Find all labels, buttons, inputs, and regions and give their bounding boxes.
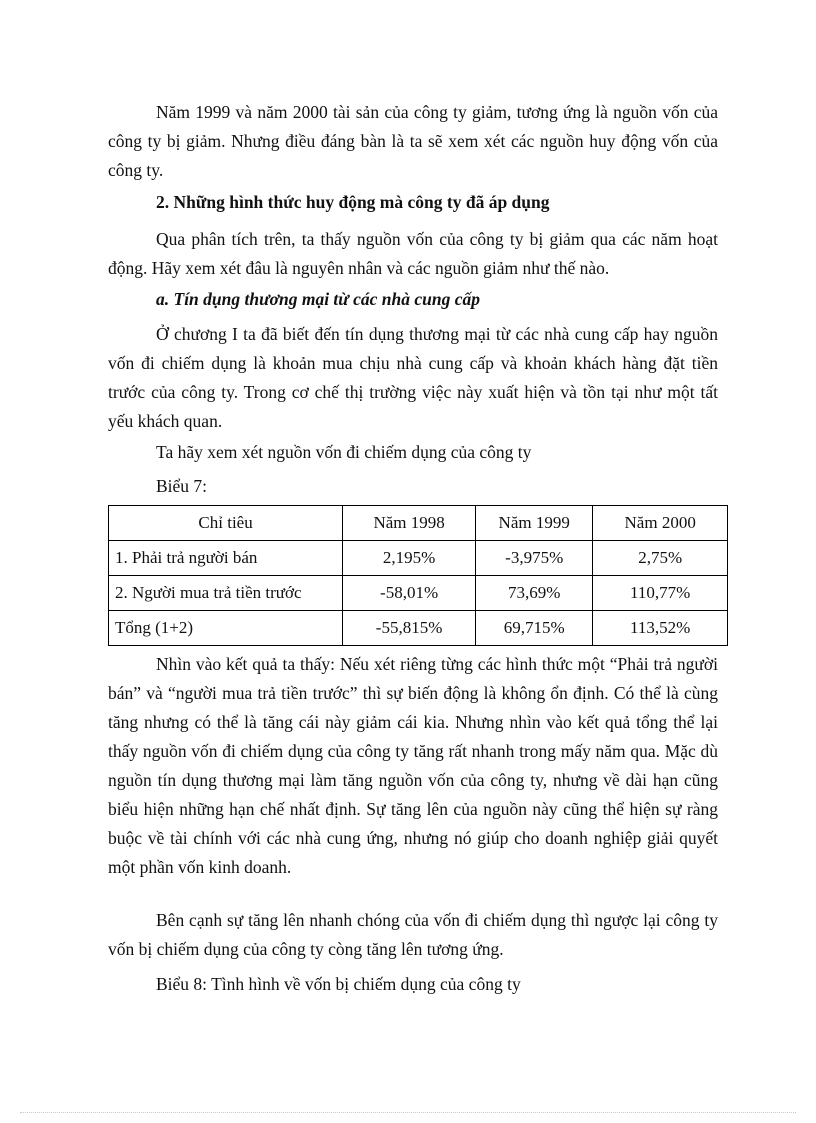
table-header-row <box>109 506 728 541</box>
table-bieu-7 <box>108 505 728 646</box>
paragraph-results: Nhìn vào kết quả ta thấy: Nếu xét riêng từng các hình thức một “Phải trả người bán” và “người mua trả tiền trước” thì sự biến động là không ổn định. Có thể là cùng tăng nhưng có thể là tăng cái này giảm cái kia. Nhưng nhìn vào kết quả tổng thể lại thấy nguồn vốn đi chiếm dụng của công ty tăng rất nhanh trong mấy năm qua. Mặc dù nguồn tín dụng thương mại làm tăng nguồn vốn của công ty, nhưng về dài hạn cũng biểu hiện những hạn chế nhất định. Sự tăng lên của nguồn này cũng thể hiện sự ràng buộc về tài chính với các nhà cung ứng, nhưng nó giúp cho doanh nghiệp giải quyết một phần vốn kinh doanh. <box>108 654 718 877</box>
cell-value: -3,975% <box>476 541 593 576</box>
header-nam-1999: Năm 1999 <box>476 506 593 541</box>
paragraph-occupied-capital: Bên cạnh sự tăng lên nhanh chóng của vốn đi chiếm dụng thì ngược lại công ty vốn bị chiếm dụng của công ty còng tăng lên tương ứng. <box>108 910 718 959</box>
cell-value: 69,715% <box>476 611 593 646</box>
cell-value: -55,815% <box>343 611 476 646</box>
table-caption-bieu-7: Biểu 7: <box>156 476 208 496</box>
row-label: 2. Người mua trả tiền trước <box>109 576 343 611</box>
row-label: Tổng (1+2) <box>109 611 343 646</box>
paragraph-analysis: Qua phân tích trên, ta thấy nguồn vốn của công ty bị giảm qua các năm hoạt động. Hãy xem xét đâu là nguyên nhân và các nguồn giảm như thế nào. <box>108 229 718 278</box>
subsection-heading-a: a. Tín dụng thương mại từ các nhà cung cấp <box>156 289 481 309</box>
paragraph-asset-decline: Năm 1999 và năm 2000 tài sản của công ty giảm, tương ứng là nguồn vốn của công ty bị giảm. Nhưng điều đáng bàn là ta sẽ xem xét các nguồn huy động vốn của công ty. <box>108 102 718 180</box>
table-row <box>109 541 728 576</box>
cell-value: 73,69% <box>476 576 593 611</box>
table-row <box>109 611 728 646</box>
cell-value: 2,195% <box>343 541 476 576</box>
page-bottom-rule <box>20 1112 796 1113</box>
section-heading-2: 2. Những hình thức huy động mà công ty đã áp dụng <box>156 192 550 212</box>
cell-value: 113,52% <box>593 611 728 646</box>
header-nam-2000: Năm 2000 <box>593 506 728 541</box>
row-label: 1. Phải trả người bán <box>109 541 343 576</box>
cell-value: 2,75% <box>593 541 728 576</box>
header-chi-tieu: Chỉ tiêu <box>109 506 343 541</box>
paragraph-trade-credit: Ở chương I ta đã biết đến tín dụng thương mại từ các nhà cung cấp hay nguồn vốn đi chiếm dụng là khoản mua chịu nhà cung cấp và khoản khách hàng đặt tiền trước của công ty. Trong cơ chế thị trường việc này xuất hiện và tồn tại như một tất yếu khách quan. <box>108 324 718 431</box>
table-row <box>109 576 728 611</box>
header-nam-1998: Năm 1998 <box>343 506 476 541</box>
table-caption-bieu-8: Biểu 8: Tình hình về vốn bị chiếm dụng của công ty <box>156 974 521 994</box>
cell-value: -58,01% <box>343 576 476 611</box>
paragraph-intro-table: Ta hãy xem xét nguồn vốn đi chiếm dụng của công ty <box>156 442 532 462</box>
cell-value: 110,77% <box>593 576 728 611</box>
